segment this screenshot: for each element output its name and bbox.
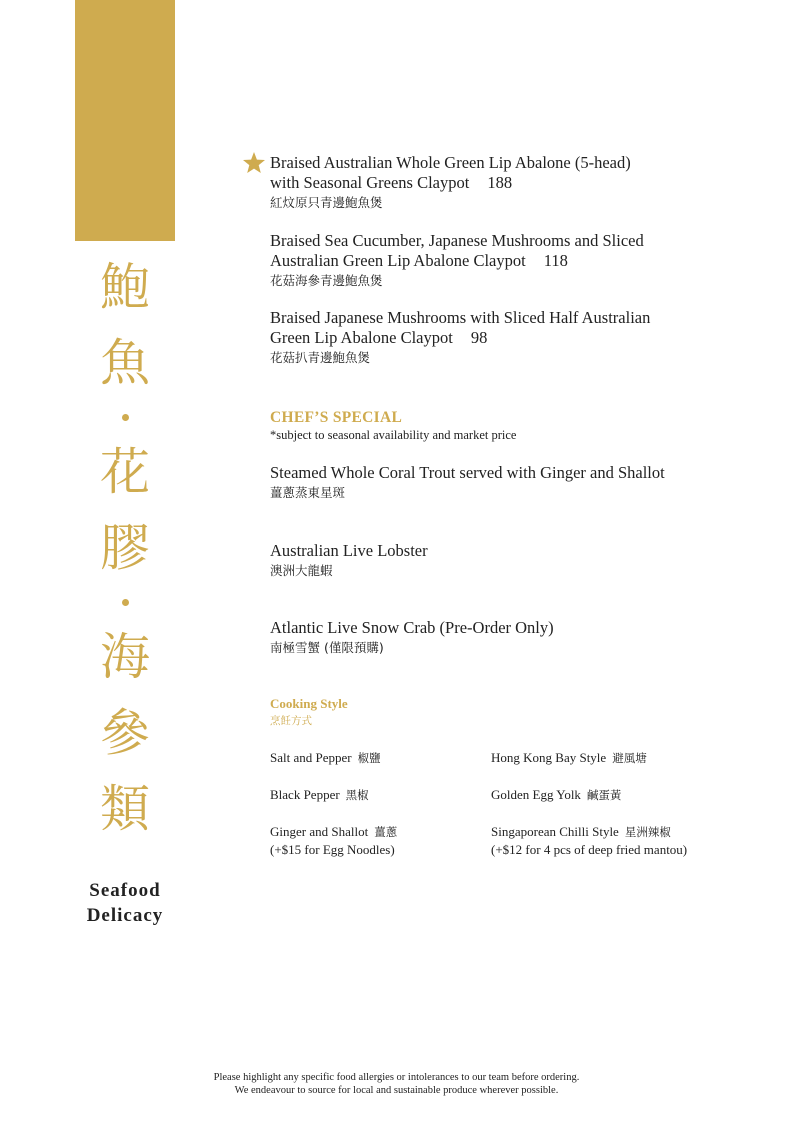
side-title-char: 類 xyxy=(100,780,150,838)
menu-item xyxy=(270,463,665,502)
dish-name: Atlantic Live Snow Crab (Pre-Order Only) xyxy=(270,618,554,637)
footer-line: We endeavour to source for local and sustainable produce wherever possible. xyxy=(234,1085,559,1096)
dish-chinese-name: 南極雪蟹 (僅限預購) xyxy=(270,640,384,655)
style-name: Black Pepper xyxy=(270,787,340,802)
allergy-disclaimer xyxy=(0,1071,793,1097)
dish-chinese-name: 薑蔥蒸東星斑 xyxy=(270,485,346,500)
menu-item xyxy=(270,308,650,367)
decorative-gold-bar xyxy=(75,0,175,241)
menu-item xyxy=(270,541,428,580)
cooking-style-option xyxy=(491,749,647,767)
separator-dot xyxy=(122,414,129,421)
style-chinese-name: 黑椒 xyxy=(345,788,369,802)
style-name: Ginger and Shallot xyxy=(270,824,369,839)
side-title-char: 膠 xyxy=(100,519,150,577)
style-surcharge-note: (+$12 for 4 pcs of deep fried mantou) xyxy=(491,842,688,857)
style-name: Hong Kong Bay Style xyxy=(491,750,607,765)
dish-chinese-name: 花菇扒青邊鮑魚煲 xyxy=(270,350,371,365)
dish-name-line: Braised Australian Whole Green Lip Abalone (5-head) xyxy=(270,153,631,172)
cooking-style-option xyxy=(270,823,397,858)
dish-name-line: Green Lip Abalone Claypot xyxy=(270,328,453,347)
section-title-line: Seafood xyxy=(89,880,161,901)
dish-name-line: with Seasonal Greens Claypot xyxy=(270,173,470,192)
style-name: Golden Egg Yolk xyxy=(491,787,581,802)
cooking-style-option xyxy=(491,786,621,804)
style-chinese-name: 鹹蛋黃 xyxy=(586,788,622,802)
menu-item xyxy=(270,618,554,657)
section-side-title xyxy=(75,258,175,860)
section-title-line: Delicacy xyxy=(86,905,164,926)
dish-chinese-name: 花菇海參青邊鮑魚煲 xyxy=(270,273,383,288)
style-chinese-name: 星洲辣椒 xyxy=(624,825,671,839)
dish-name-line: Braised Japanese Mushrooms with Sliced Half Australian xyxy=(270,308,651,327)
dish-name-line: Australian Green Lip Abalone Claypot xyxy=(270,251,526,270)
dish-price: 98 xyxy=(470,328,488,347)
style-chinese-name: 避風塘 xyxy=(612,751,647,765)
cooking-style-option xyxy=(491,823,687,858)
menu-item xyxy=(270,231,644,290)
cooking-style-option xyxy=(270,786,369,804)
cooking-style-heading: Cooking Style xyxy=(270,696,348,711)
side-title-char: 參 xyxy=(100,704,150,762)
side-title-char: 魚 xyxy=(100,334,150,392)
dish-chinese-name: 澳洲大龍蝦 xyxy=(270,563,333,578)
chefs-special-note: *subject to seasonal availability and market price xyxy=(270,428,517,442)
separator-dot xyxy=(122,599,129,606)
dish-chinese-name: 紅炆原只青邊鮑魚煲 xyxy=(270,195,383,210)
side-title-char: 花 xyxy=(100,443,150,501)
cooking-style-option xyxy=(270,749,381,767)
dish-price: 118 xyxy=(543,251,568,270)
section-english-title xyxy=(60,878,190,928)
dish-name: Steamed Whole Coral Trout served with Ginger and Shallot xyxy=(270,463,665,482)
menu-item xyxy=(270,153,631,212)
star-icon xyxy=(242,151,266,175)
style-name: Singaporean Chilli Style xyxy=(491,824,619,839)
dish-price: 188 xyxy=(487,173,513,192)
style-name: Salt and Pepper xyxy=(270,750,352,765)
dish-name-line: Braised Sea Cucumber, Japanese Mushrooms and Sliced xyxy=(270,231,644,250)
style-chinese-name: 椒鹽 xyxy=(357,751,381,765)
chefs-special-heading: CHEF’S SPECIAL xyxy=(270,409,403,426)
style-chinese-name: 薑蔥 xyxy=(374,825,398,839)
cooking-style-chinese-heading: 烹飪方式 xyxy=(270,715,312,727)
side-title-char: 鮑 xyxy=(100,258,150,316)
style-surcharge-note: (+$15 for Egg Noodles) xyxy=(270,842,395,857)
dish-name: Australian Live Lobster xyxy=(270,541,428,560)
side-title-char: 海 xyxy=(100,628,150,686)
footer-line: Please highlight any specific food allergies or intolerances to our team before ordering. xyxy=(213,1072,580,1083)
